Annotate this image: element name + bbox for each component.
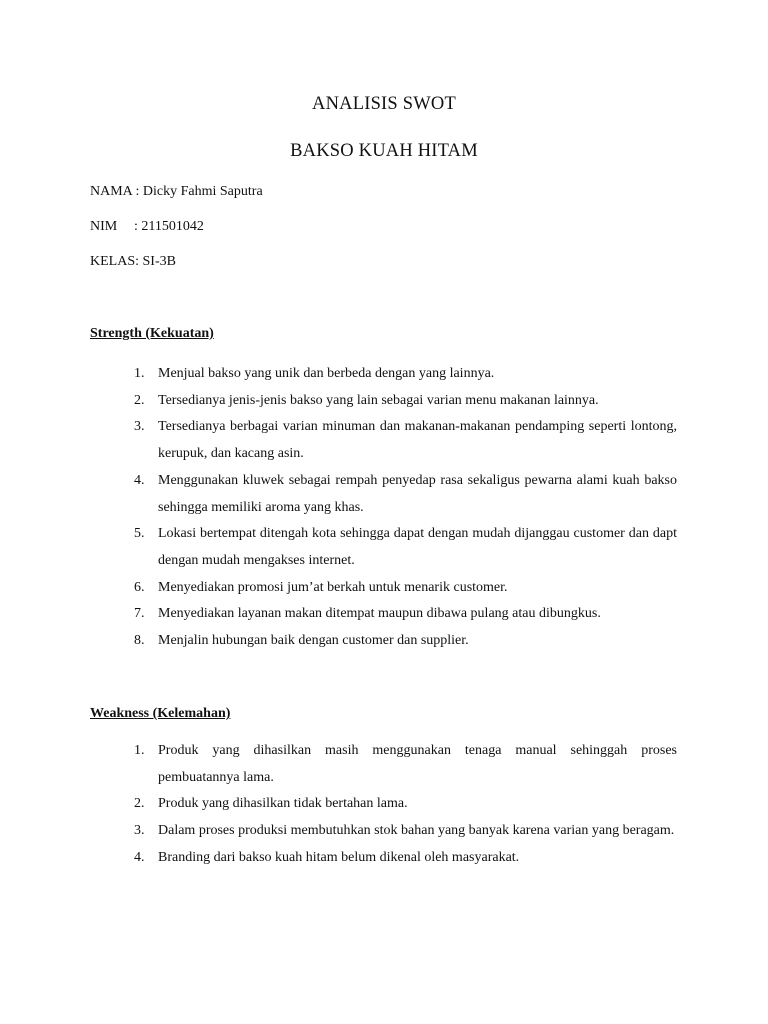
list-text: Branding dari bakso kuah hitam belum dikenal oleh masyarakat.: [158, 849, 520, 865]
identity-nim: [90, 219, 204, 235]
list-item: [0, 791, 677, 818]
list-text: Produk yang dihasilkan masih menggunakan tenaga manual sehinggah proses pembuatannya lama.: [158, 743, 677, 785]
list-text: Produk yang dihasilkan tidak bertahan lama.: [158, 796, 408, 812]
list-text: Menjalin hubungan baik dengan customer dan supplier.: [158, 633, 469, 649]
list-item: [0, 521, 677, 574]
list-number: 2.: [134, 392, 145, 408]
identity-nama: [90, 184, 263, 200]
list-number: 5.: [134, 526, 145, 542]
document-subtitle: BAKSO KUAH HITAM: [290, 141, 478, 161]
list-item: [0, 601, 677, 628]
nama-value: Dicky Fahmi Saputra: [142, 184, 263, 199]
list-text: Lokasi bertempat ditengah kota sehingga dapat dengan mudah dijanggau customer dan dapt dengan mudah mengakses internet.: [158, 526, 677, 568]
list-text: Tersedianya berbagai varian minuman dan makanan-makanan pendamping seperti lontong, kerupuk, dan kacang asin.: [158, 419, 677, 462]
list-item: [0, 845, 677, 872]
list-text: Dalam proses produksi membutuhkan stok bahan yang banyak karena varian yang beragam.: [158, 823, 675, 839]
list-text: Menyediakan layanan makan ditempat maupun dibawa pulang atau dibungkus.: [158, 606, 601, 622]
list-number: 4.: [134, 849, 145, 865]
strength-list: [0, 361, 768, 655]
list-number: 3.: [134, 419, 145, 435]
kelas-value: SI-3B: [142, 254, 176, 269]
list-number: 4.: [134, 472, 145, 488]
list-text: Tersedianya jenis-jenis bakso yang lain sebagai varian menu makanan lainnya.: [158, 392, 599, 408]
list-number: 2.: [134, 796, 145, 812]
document-title: ANALISIS SWOT: [312, 94, 456, 114]
weakness-list: [0, 738, 768, 872]
list-item: [0, 818, 677, 845]
strength-heading: Strength (Kekuatan): [90, 326, 214, 341]
list-item: [0, 388, 677, 415]
list-number: 1.: [134, 743, 145, 758]
list-item: [0, 468, 677, 521]
list-text: Menyediakan promosi jum’at berkah untuk menarik customer.: [158, 579, 508, 595]
kelas-label: KELAS:: [90, 254, 143, 269]
list-number: 8.: [134, 633, 145, 649]
list-item: [0, 738, 677, 791]
list-number: 3.: [134, 823, 145, 839]
list-number: 7.: [134, 606, 145, 622]
list-item: [0, 361, 677, 388]
list-number: 6.: [134, 579, 145, 595]
nim-value: 211501042: [141, 219, 204, 234]
list-number: 1.: [134, 366, 145, 381]
identity-kelas: [90, 254, 176, 270]
list-text: Menggunakan kluwek sebagai rempah penyedap rasa sekaligus pewarna alami kuah bakso sehingga memiliki aroma yang khas.: [158, 472, 677, 515]
nama-label: NAMA :: [90, 184, 143, 199]
nim-label: NIM: [90, 219, 118, 234]
list-item: [0, 628, 677, 655]
list-item: [0, 575, 677, 602]
weakness-heading: Weakness (Kelemahan): [90, 706, 231, 721]
nim-separator: :: [134, 219, 142, 234]
list-item: [0, 414, 677, 467]
list-text: Menjual bakso yang unik dan berbeda dengan yang lainnya.: [158, 366, 495, 381]
